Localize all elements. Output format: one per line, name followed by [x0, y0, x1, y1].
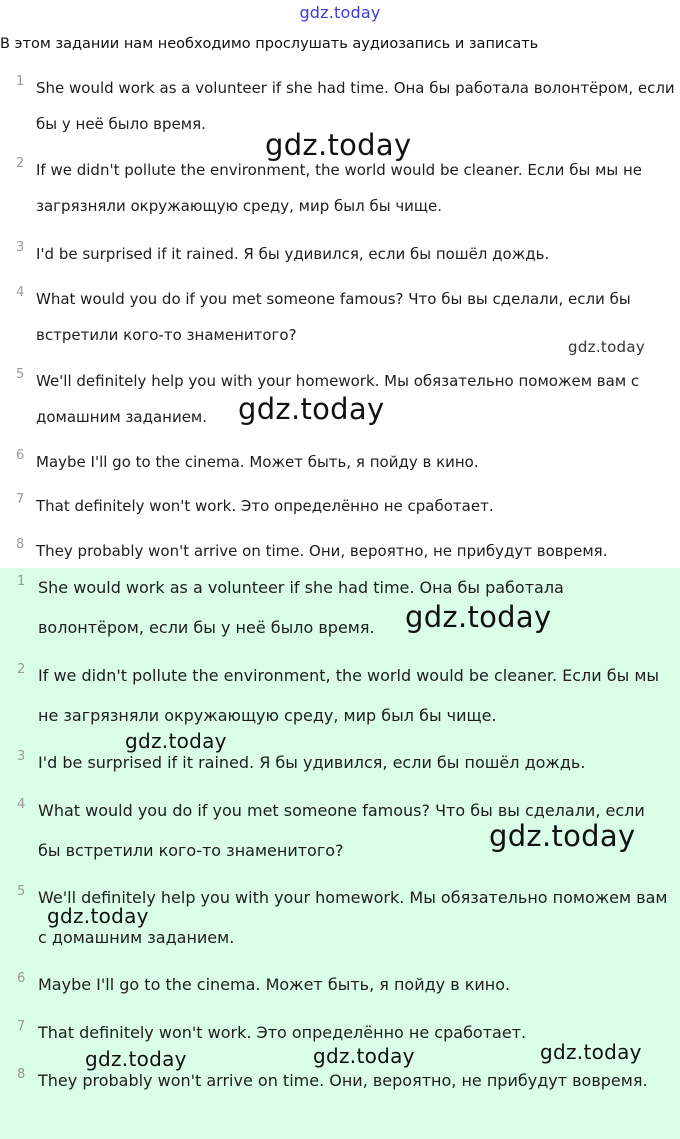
- watermark: gdz.today: [265, 128, 412, 162]
- item-text: I'd be surprised if it rained. Я бы удивился, если бы пошёл дождь.: [38, 753, 586, 772]
- watermark: gdz.today: [47, 904, 149, 928]
- item-number: 4: [17, 797, 26, 812]
- watermark: gdz.today: [489, 819, 636, 853]
- item-number: 2: [17, 662, 26, 677]
- watermark: gdz.today: [540, 1040, 642, 1064]
- item-text: They probably won't arrive on time. Они, вероятно, не прибудут вовремя.: [38, 1071, 648, 1090]
- item-text: Maybe I'll go to the cinema. Может быть, я пойду в кино.: [36, 453, 479, 471]
- item-text: That definitely won't work. Это определённо не сработает.: [38, 1023, 527, 1042]
- watermark: gdz.today: [85, 1047, 187, 1071]
- item-text: Maybe I'll go to the cinema. Может быть, я пойду в кино.: [38, 975, 511, 994]
- item-number: 8: [17, 1067, 26, 1082]
- item-number: 6: [16, 448, 25, 463]
- intro-text: В этом задании нам необходимо прослушать аудиозапись и записать: [0, 36, 539, 52]
- item-text: She would work as a volunteer if she had time. Она бы работала волонтёром, если бы у неё было время.: [38, 578, 564, 637]
- watermark: gdz.today: [405, 600, 552, 634]
- item-text: I'd be surprised if it rained. Я бы удивился, если бы пошёл дождь.: [36, 245, 550, 263]
- watermark: gdz.today: [313, 1044, 415, 1068]
- item-number: 7: [16, 492, 25, 507]
- site-title[interactable]: gdz.today: [299, 3, 381, 22]
- item-number: 3: [16, 240, 25, 255]
- item-number: 8: [16, 537, 25, 552]
- item-number: 3: [17, 749, 26, 764]
- item-number: 5: [17, 884, 26, 899]
- item-text: We'll definitely help you with your homework. Мы обязательно поможем вам с домашним заданием.: [38, 888, 668, 947]
- watermark: gdz.today: [568, 338, 646, 356]
- item-number: 7: [17, 1019, 26, 1034]
- item-text: They probably won't arrive on time. Они, вероятно, не прибудут вовремя.: [36, 542, 608, 560]
- item-text: If we didn't pollute the environment, the world would be cleaner. Если бы мы не загрязняли окружающую среду, мир был бы чище.: [36, 161, 643, 215]
- item-number: 5: [16, 367, 25, 382]
- item-number: 4: [16, 285, 25, 300]
- item-number: 1: [17, 574, 26, 589]
- item-number: 2: [16, 156, 25, 171]
- item-text: What would you do if you met someone famous? Что бы вы сделали, если бы встретили кого-то знаменитого?: [36, 290, 631, 344]
- watermark: gdz.today: [238, 392, 385, 426]
- watermark: gdz.today: [125, 729, 227, 753]
- item-text: We'll definitely help you with your homework. Мы обязательно поможем вам с домашним заданием.: [36, 372, 640, 426]
- item-text: That definitely won't work. Это определённо не сработает.: [36, 497, 494, 515]
- item-number: 1: [16, 74, 25, 89]
- item-text: If we didn't pollute the environment, the world would be cleaner. Если бы мы не загрязняли окружающую среду, мир был бы чище.: [38, 666, 660, 725]
- item-text: She would work as a volunteer if she had time. Она бы работала волонтёром, если бы у неё было время.: [36, 79, 675, 133]
- item-number: 6: [17, 971, 26, 986]
- item-text: What would you do if you met someone famous? Что бы вы сделали, если бы встретили кого-то знаменитого?: [38, 801, 645, 860]
